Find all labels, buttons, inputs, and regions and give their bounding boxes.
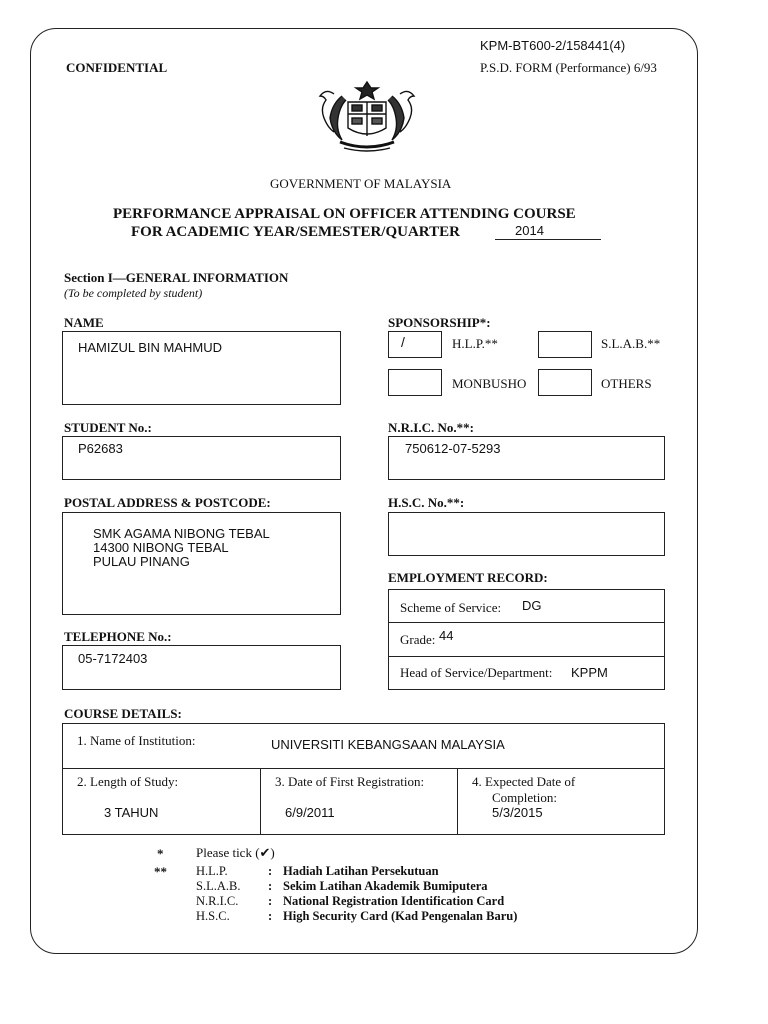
- grade-value[interactable]: 44: [439, 628, 454, 643]
- form-id: P.S.D. FORM (Performance) 6/93: [480, 60, 657, 75]
- employment-divider-2: [388, 656, 665, 657]
- completion-label-2: Completion:: [492, 790, 557, 805]
- institution-value[interactable]: UNIVERSITI KEBANGSAAN MALAYSIA: [271, 737, 505, 752]
- address-line-2: 14300 NIBONG TEBAL: [93, 540, 229, 555]
- reference-number: KPM-BT600-2/158441(4): [480, 38, 626, 53]
- head-of-service-label: Head of Service/Department:: [400, 665, 553, 680]
- footnote-star-2: **: [154, 864, 167, 879]
- monbusho-option-label: MONBUSHO: [452, 376, 527, 391]
- government-heading: GOVERNMENT OF MALAYSIA: [270, 176, 452, 191]
- nric-value: 750612-07-5293: [405, 441, 501, 456]
- slab-checkbox[interactable]: [538, 331, 592, 358]
- first-registration-value[interactable]: 6/9/2011: [285, 805, 335, 820]
- slab-option-label: S.L.A.B.**: [601, 336, 661, 351]
- employment-label: EMPLOYMENT RECORD:: [388, 570, 548, 585]
- coat-of-arms-emblem: [312, 76, 422, 156]
- section-subtitle: (To be completed by student): [64, 286, 203, 300]
- length-of-study-value[interactable]: 3 TAHUN: [104, 805, 159, 820]
- others-checkbox[interactable]: [538, 369, 592, 396]
- student-no-label: STUDENT No.:: [64, 420, 152, 435]
- monbusho-checkbox[interactable]: [388, 369, 442, 396]
- scheme-label: Scheme of Service:: [400, 600, 502, 615]
- others-option-label: OTHERS: [601, 376, 652, 391]
- course-details-label: COURSE DETAILS:: [64, 706, 182, 721]
- abbr-hlp-colon: :: [268, 864, 273, 878]
- course-divider-v2: [457, 768, 458, 835]
- length-of-study-label: 2. Length of Study:: [77, 774, 179, 789]
- year-underline: [495, 239, 601, 240]
- telephone-label: TELEPHONE No.:: [64, 629, 172, 644]
- hsc-label: H.S.C. No.**:: [388, 495, 465, 510]
- name-value: HAMIZUL BIN MAHMUD: [78, 340, 222, 355]
- head-of-service-value[interactable]: KPPM: [571, 665, 608, 680]
- telephone-value: 05-7172403: [78, 651, 148, 666]
- hlp-checkbox[interactable]: [388, 331, 442, 358]
- abbr-hsc: H.S.C.: [196, 909, 230, 923]
- institution-label: 1. Name of Institution:: [77, 733, 196, 748]
- form-title-line2: FOR ACADEMIC YEAR/SEMESTER/QUARTER: [131, 224, 460, 240]
- section-title: Section I—GENERAL INFORMATION: [64, 270, 289, 285]
- hsc-field[interactable]: [388, 512, 665, 556]
- abbr-hlp-meaning: Hadiah Latihan Persekutuan: [283, 864, 439, 878]
- address-line-1: SMK AGAMA NIBONG TEBAL: [93, 526, 270, 541]
- abbr-slab: S.L.A.B.: [196, 879, 241, 893]
- grade-label: Grade:: [400, 632, 436, 647]
- abbr-hsc-colon: :: [268, 909, 273, 923]
- completion-label-1: 4. Expected Date of: [472, 774, 576, 789]
- hlp-option-label: H.L.P.**: [452, 336, 498, 351]
- course-divider-v1: [260, 768, 261, 835]
- address-label: POSTAL ADDRESS & POSTCODE:: [64, 495, 271, 510]
- abbr-slab-colon: :: [268, 879, 273, 893]
- sponsorship-label: SPONSORSHIP*:: [388, 315, 491, 330]
- abbr-nric-meaning: National Registration Identification Card: [283, 894, 505, 908]
- form-title-line1: PERFORMANCE APPRAISAL ON OFFICER ATTENDING COURSE: [113, 206, 576, 222]
- scheme-value[interactable]: DG: [522, 598, 542, 613]
- abbr-nric-colon: :: [268, 894, 273, 908]
- footnote-star-1: *: [157, 846, 164, 861]
- student-no-value: P62683: [78, 441, 123, 456]
- nric-label: N.R.I.C. No.**:: [388, 420, 474, 435]
- please-tick-note: Please tick (✔): [196, 845, 275, 860]
- hlp-tick-mark: /: [401, 334, 405, 350]
- year-value: 2014: [515, 223, 544, 238]
- employment-divider-1: [388, 622, 665, 623]
- first-registration-label: 3. Date of First Registration:: [275, 774, 425, 789]
- confidential-label: CONFIDENTIAL: [66, 60, 168, 75]
- completion-value[interactable]: 5/3/2015: [492, 805, 543, 820]
- abbr-hsc-meaning: High Security Card (Kad Pengenalan Baru): [283, 909, 518, 923]
- course-divider-h: [62, 768, 665, 769]
- address-line-3: PULAU PINANG: [93, 554, 190, 569]
- abbr-hlp: H.L.P.: [196, 864, 228, 878]
- abbr-nric: N.R.I.C.: [196, 894, 239, 908]
- abbr-slab-meaning: Sekim Latihan Akademik Bumiputera: [283, 879, 488, 893]
- name-label: NAME: [64, 315, 104, 330]
